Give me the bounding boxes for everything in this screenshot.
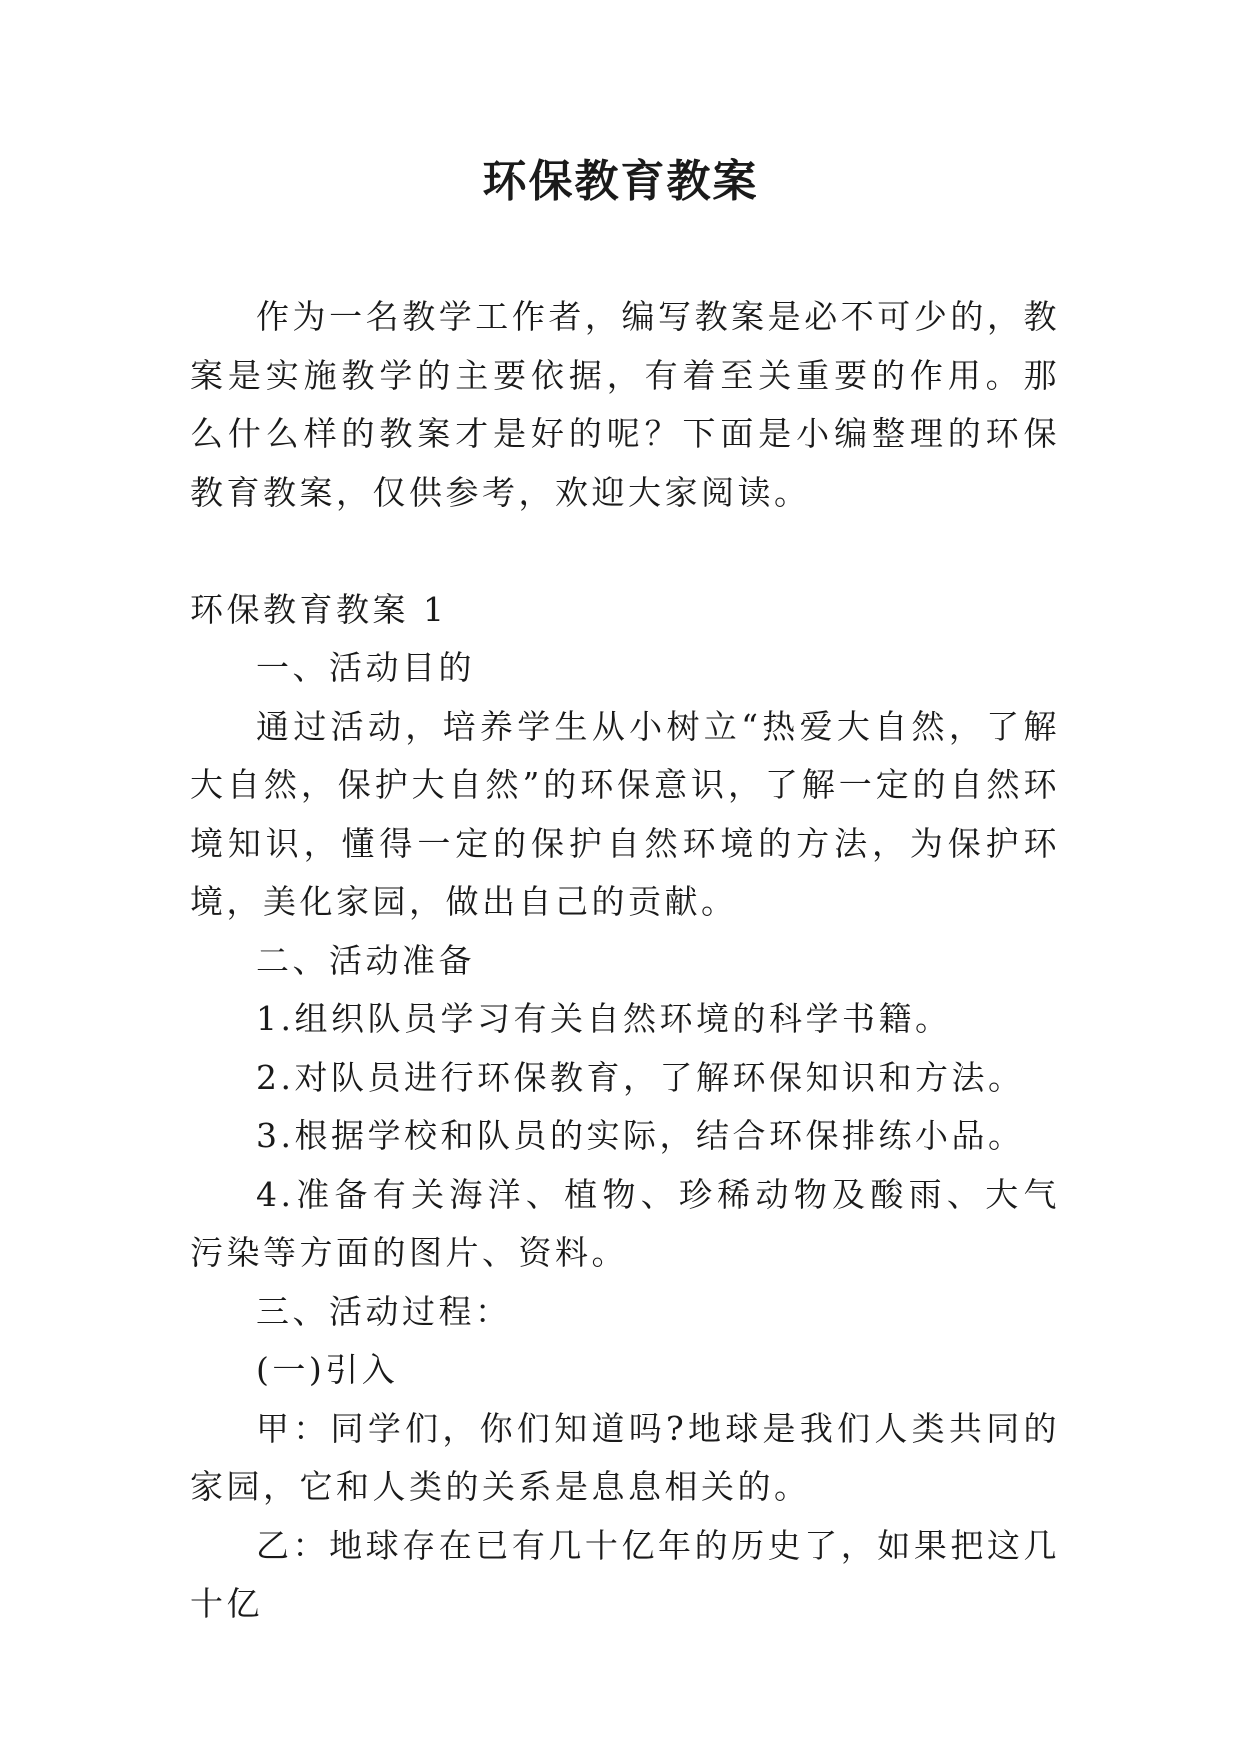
dialogue-jia: 甲：同学们，你们知道吗?地球是我们人类共同的家园，它和人类的关系是息息相关的。 xyxy=(190,1408,1060,1506)
list-item-2: 2.对队员进行环保教育，了解环保知识和方法。 xyxy=(256,1057,1025,1097)
paragraph-gap xyxy=(190,522,1060,581)
intro-paragraph: 作为一名教学工作者，编写教案是必不可少的，教案是实施教学的主要依据，有着至关重要的作用。那么什么样的教案才是好的呢？下面是小编整理的环保教育教案，仅供参考，欢迎大家阅读。 xyxy=(190,297,1060,512)
heading-activity-process: 三、活动过程： xyxy=(256,1291,512,1331)
document-body xyxy=(190,288,1060,1634)
heading-activity-preparation: 二、活动准备 xyxy=(256,940,475,980)
list-item-3: 3.根据学校和队员的实际，结合环保排练小品。 xyxy=(256,1116,1025,1155)
document-title: 环保教育教案 xyxy=(482,156,759,207)
section-title: 环保教育教案 1 xyxy=(190,589,448,629)
list-item-4: 4.准备有关海洋、植物、珍稀动物及酸雨、大气污染等方面的图片、资料。 xyxy=(190,1174,1060,1272)
paragraph-activity-purpose: 通过活动，培养学生从小树立“热爱大自然，了解大自然，保护大自然”的环保意识，了解一定的自然环境知识，懂得一定的保护自然环境的方法，为保护环境，美化家园，做出自己的贡献。 xyxy=(190,706,1060,921)
list-item-1: 1.组织队员学习有关自然环境的科学书籍。 xyxy=(256,999,952,1038)
dialogue-yi: 乙：地球存在已有几十亿年的历史了，如果把这几十亿 xyxy=(190,1525,1060,1623)
subheading-introduction: (一)引入 xyxy=(256,1350,399,1389)
heading-activity-purpose: 一、活动目的 xyxy=(256,648,475,687)
